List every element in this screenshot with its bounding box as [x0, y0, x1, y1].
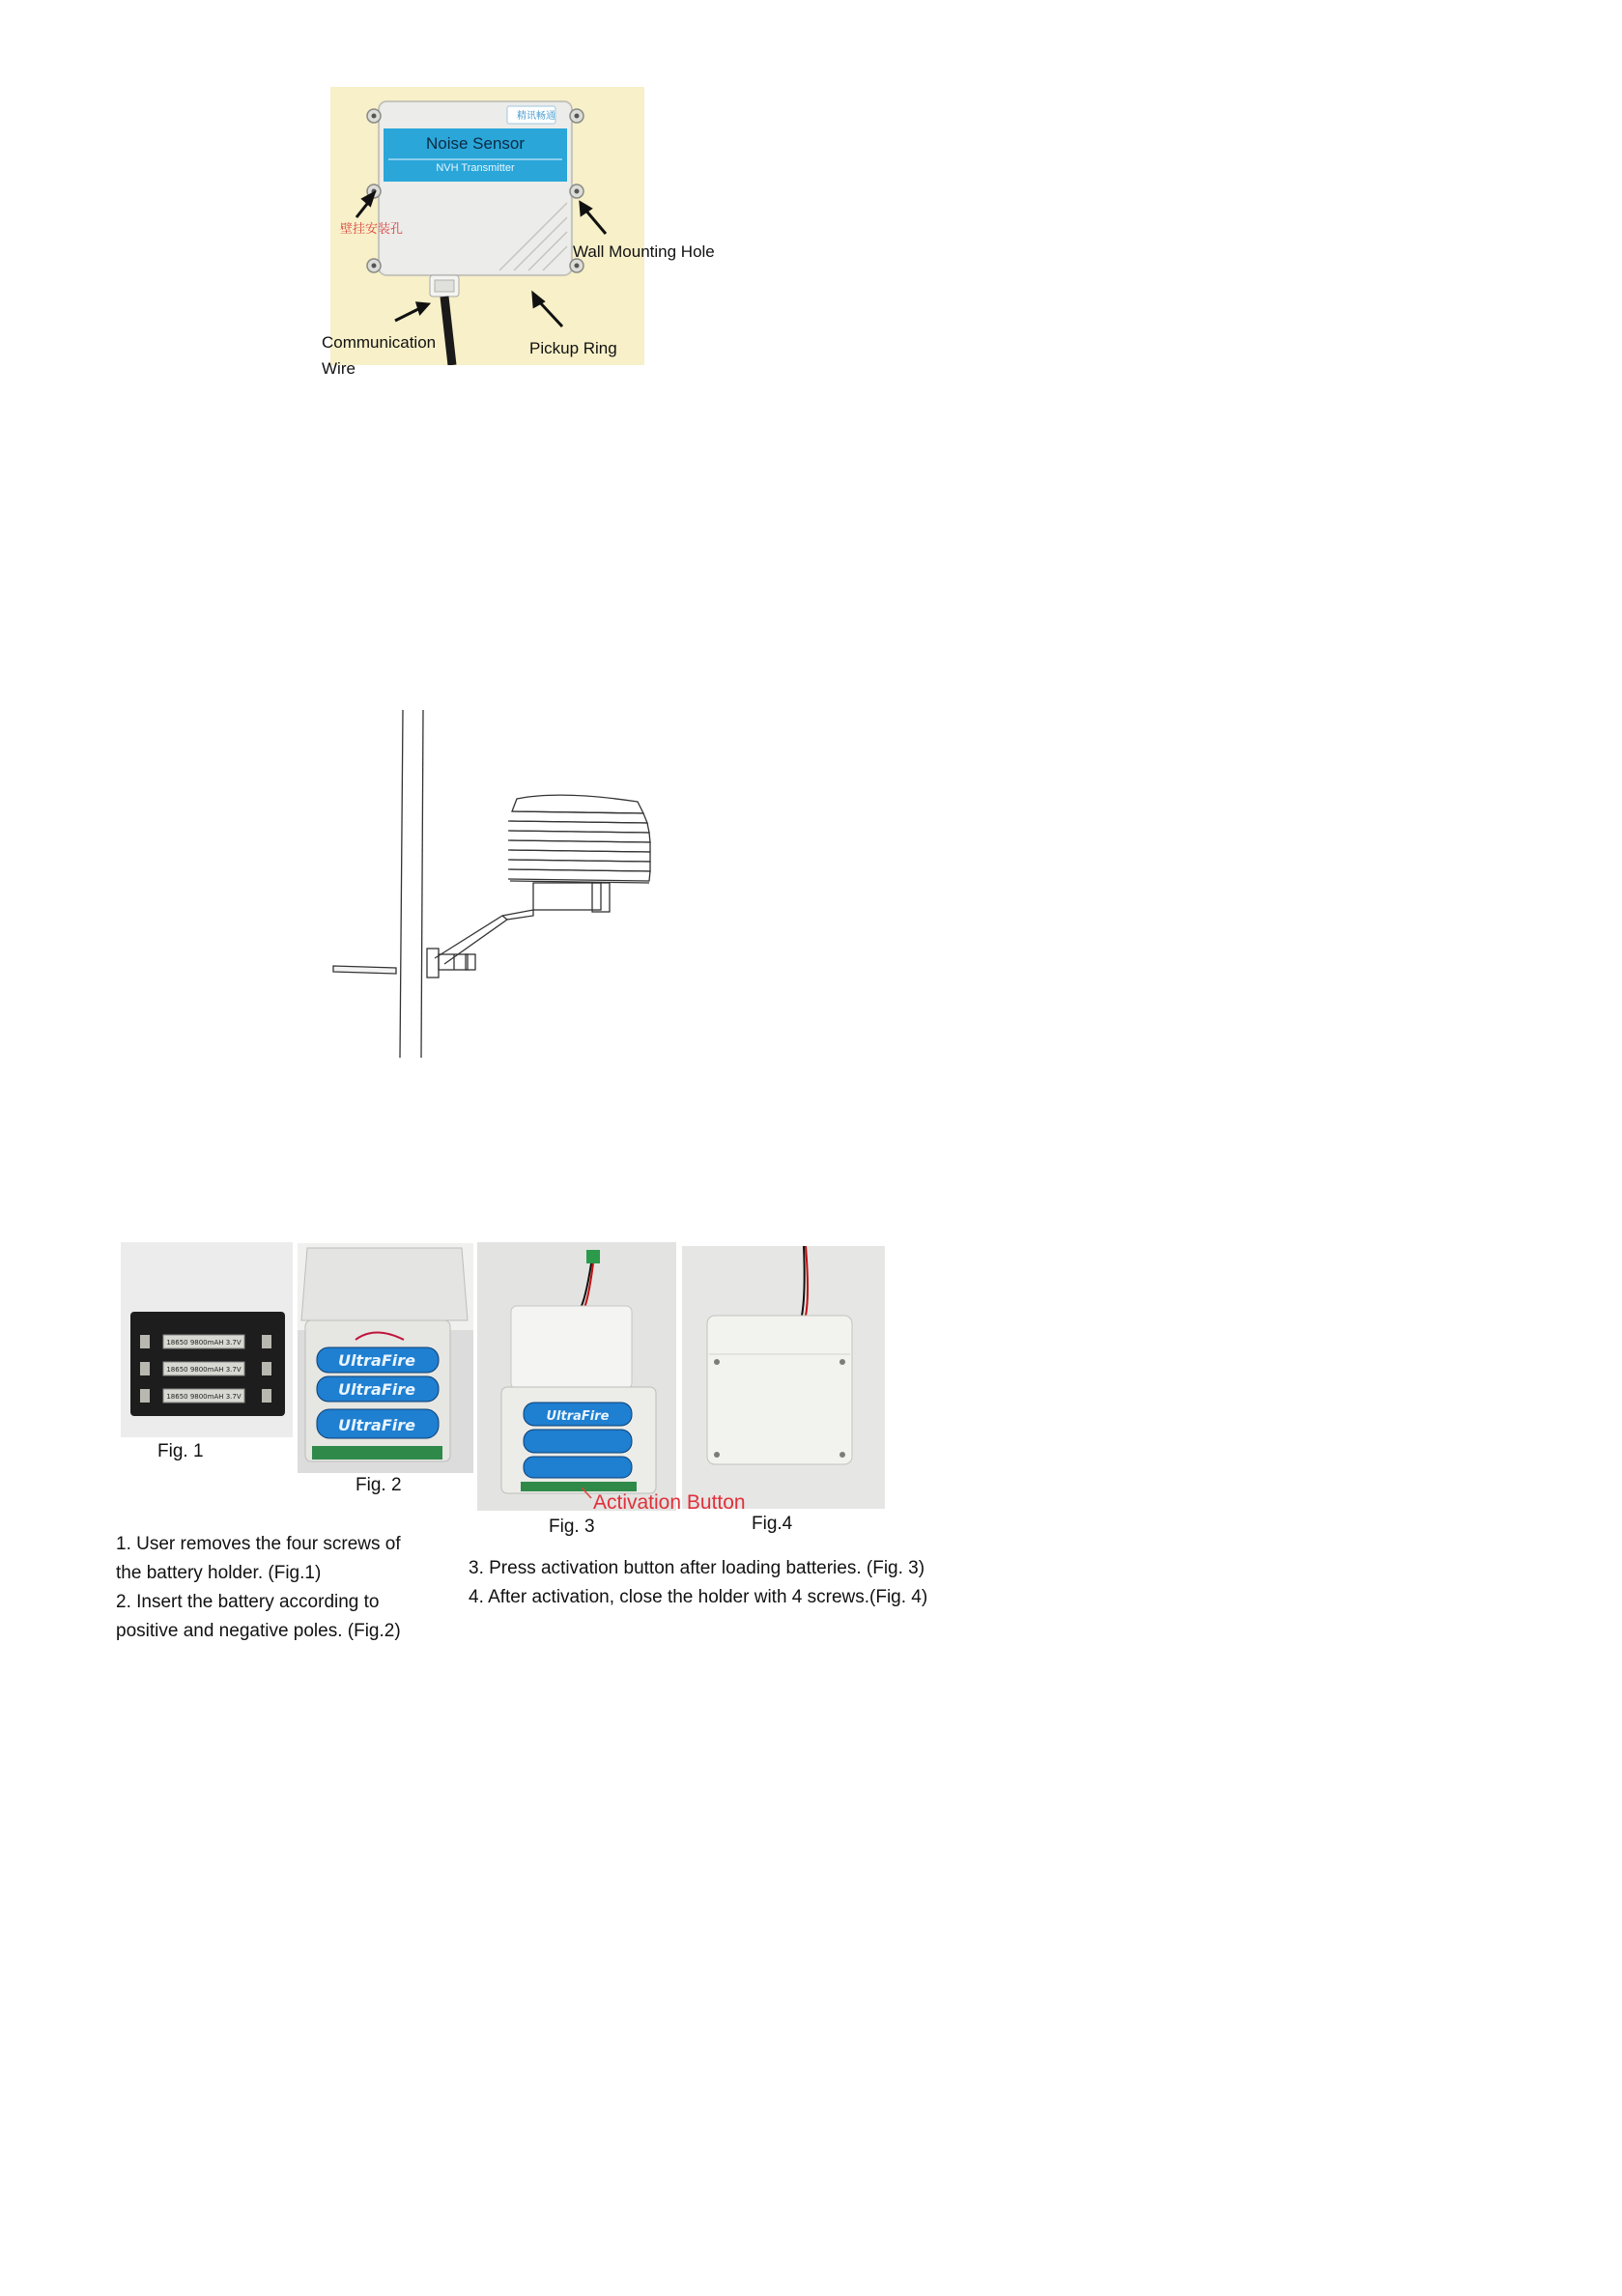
label-pickup-ring: Pickup Ring: [529, 339, 617, 357]
cell-label-3: 18650 9800mAH 3.7V: [166, 1393, 242, 1401]
fig4-caption: Fig.4: [752, 1514, 793, 1534]
label-communication: Communication: [322, 333, 437, 352]
mounting-drawing: [319, 705, 676, 1063]
fig3-photo: [477, 1242, 676, 1511]
cell-label-1: 18650 9800mAH 3.7V: [166, 1339, 242, 1346]
step-line-3: 2. Insert the battery according to: [116, 1592, 380, 1612]
fig1-photo: [121, 1242, 293, 1437]
empty-battery-holder-illustration: [121, 1242, 293, 1437]
fig2-photo: [298, 1243, 473, 1473]
fig2-caption: Fig. 2: [356, 1475, 402, 1495]
activation-button-illustration: [477, 1242, 676, 1511]
device-title: Noise Sensor: [425, 134, 526, 153]
step-line-1: 1. User removes the four screws of: [116, 1534, 401, 1554]
step-line-5: 3. Press activation button after loading batteries. (Fig. 3): [469, 1558, 925, 1578]
battery-brand-1: UltraFire: [338, 1351, 415, 1370]
radiation-shield-mounting-diagram: [319, 705, 676, 1063]
label-wall-mounting-hole: Wall Mounting Hole: [573, 242, 715, 261]
battery-brand-3: UltraFire: [338, 1416, 415, 1434]
label-wire: Wire: [322, 359, 356, 378]
battery-brand-4: UltraFire: [546, 1409, 610, 1424]
batteries-loaded-illustration: [298, 1243, 473, 1473]
fig3-caption: Fig. 3: [549, 1516, 595, 1537]
step-line-4: positive and negative poles. (Fig.2): [116, 1621, 401, 1641]
battery-brand-2: UltraFire: [338, 1380, 415, 1399]
device-subtitle: NVH Transmitter: [436, 162, 515, 174]
step-line-6: 4. After activation, close the holder with 4 screws.(Fig. 4): [469, 1587, 928, 1607]
closed-holder-illustration: [682, 1246, 885, 1509]
chinese-mounting-annotation: 壁挂安装孔: [340, 221, 404, 236]
fig1-caption: Fig. 1: [157, 1441, 204, 1461]
activation-button-label: Activation Button: [593, 1491, 746, 1514]
cell-label-2: 18650 9800mAH 3.7V: [166, 1366, 242, 1374]
brand-label: 精讯畅通: [517, 111, 555, 122]
step-line-2: the battery holder. (Fig.1): [116, 1563, 322, 1583]
fig4-photo: [682, 1246, 885, 1509]
